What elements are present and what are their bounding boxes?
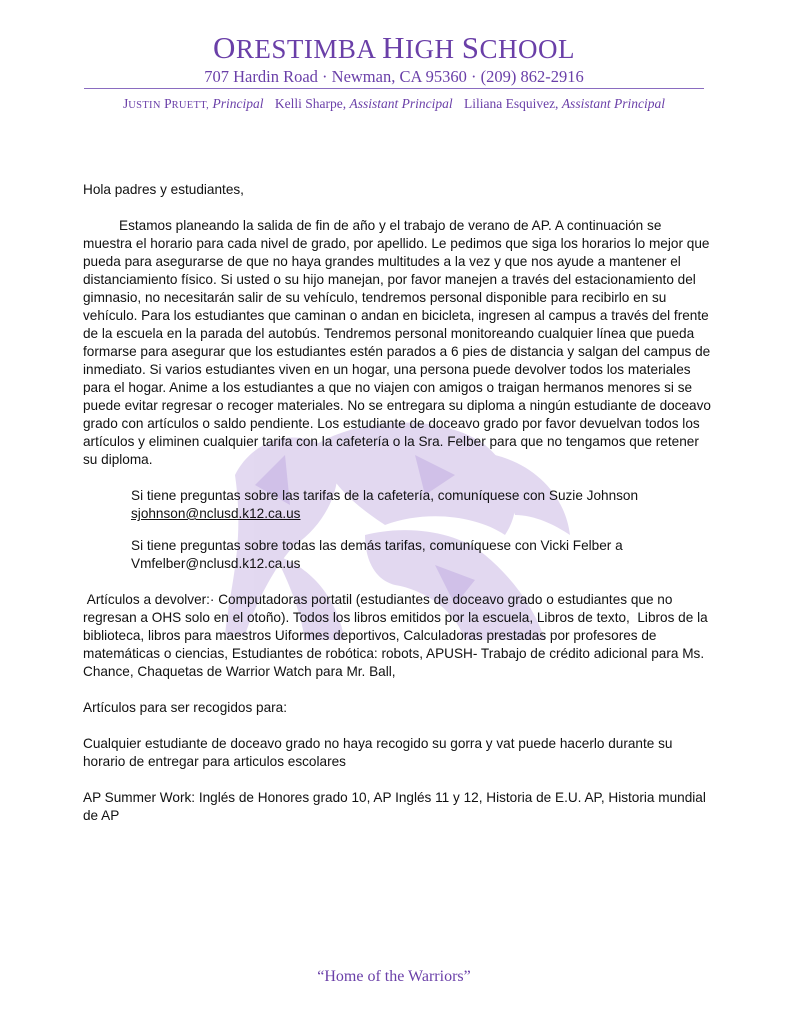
return-items-paragraph: Artículos a devolver:· Computadoras portatil (estudiantes de doceavo grado o estudiantes que no regresan a OHS solo en el otoño). Todos los libros emitidos por la escuela, Libros de texto, Libros de la biblioteca, libros para maestros Uiformes deportivos, Calculadoras prestadas por profesores de matemáticas o ciencias, Estudiantes de robótica: robots, APUSH- Trabajo de crédito adicional para Ms. Chance, Chaquetas de Warrior Watch para Mr. Ball, (83, 592, 712, 679)
fees-contact-text: Si tiene preguntas sobre todas las demás tarifas, comuníquese con Vicki Felber a (131, 538, 623, 553)
letterhead-divider (84, 88, 704, 89)
school-name: ORESTIMBA HIGH SCHOOL (212, 30, 576, 65)
assistant-principal-1-name: Kelli Sharpe, (274, 96, 347, 111)
school-address: 707 Hardin Road · Newman, CA 95360 · (209) 862-2916 (204, 67, 584, 86)
letter-body (83, 181, 711, 825)
principal-title: Principal (212, 96, 264, 111)
principal-name: JUSTIN PRUETT, (123, 96, 210, 111)
cafeteria-email-link[interactable]: sjohnson@nclusd.k12.ca.us (131, 506, 301, 521)
assistant-principal-1-title: Assistant Principal (349, 96, 453, 111)
fees-email: Vmfelber@nclusd.k12.ca.us (131, 556, 301, 571)
staff-line (0, 96, 788, 112)
fees-contact (131, 537, 711, 573)
footer-motto: “Home of the Warriors” (317, 968, 471, 985)
pickup-paragraph: Cualquier estudiante de doceavo grado no haya recogido su gorra y vat puede hacerlo durante su horario de entregar para articulos escolares (83, 736, 673, 769)
cafeteria-contact-text: Si tiene preguntas sobre las tarifas de la cafetería, comuníquese con Suzie Johnson (131, 488, 639, 503)
greeting: Hola padres y estudiantes, (83, 182, 244, 197)
assistant-principal-2-name: Liliana Esquivez, (463, 96, 559, 111)
main-paragraph: Estamos planeando la salida de fin de año y el trabajo de verano de AP. A continuación se muestra el horario para cada nivel de grado, por apellido. Le pedimos que siga los horarios lo mejor que pueda para asegurarse de que no haya grandes multitudes a la vez y que nos ayude a mantener el distanciamiento físico. Si usted o su hijo manejan, por favor manejen a través del estacionamiento del gimnasio, no necesitarán salir de su vehículo, tendremos personal disponible para recibirlo en su vehículo. Para los estudiantes que caminan o andan en bicicleta, ingresen al campus a través del frente de la escuela en la parada del autobús. Tendremos personal monitoreando cualquier línea que pueda formarse para asegurar que los estudiantes estén parados a 6 pies de distancia y salgan del campus de inmediato. Si varios estudiantes viven en un hogar, una persona puede devolver todos los materiales para el hogar. Anime a los estudiantes a que no viajen con amigos o traigan hermanos menores si se puede evitar regresar o recoger materiales. No se entregara su diploma a ningún estudiante de doceavo grado con artículos o saldo pendiente. Los estudiante de doceavo grado por favor devuelvan todos los artículos y eliminen cualquier tarifa con la cafetería o la Sra. Felber para que no tengamos que retener su diploma. (83, 218, 711, 467)
cafeteria-contact (131, 487, 711, 523)
assistant-principal-2-title: Assistant Principal (561, 96, 665, 111)
letterhead (0, 32, 788, 87)
pickup-heading: Artículos para ser recogidos para: (83, 700, 288, 715)
ap-summer-work-paragraph: AP Summer Work: Inglés de Honores grado 10, AP Inglés 11 y 12, Historia de E.U. AP, Historia mundial de AP (83, 790, 706, 823)
